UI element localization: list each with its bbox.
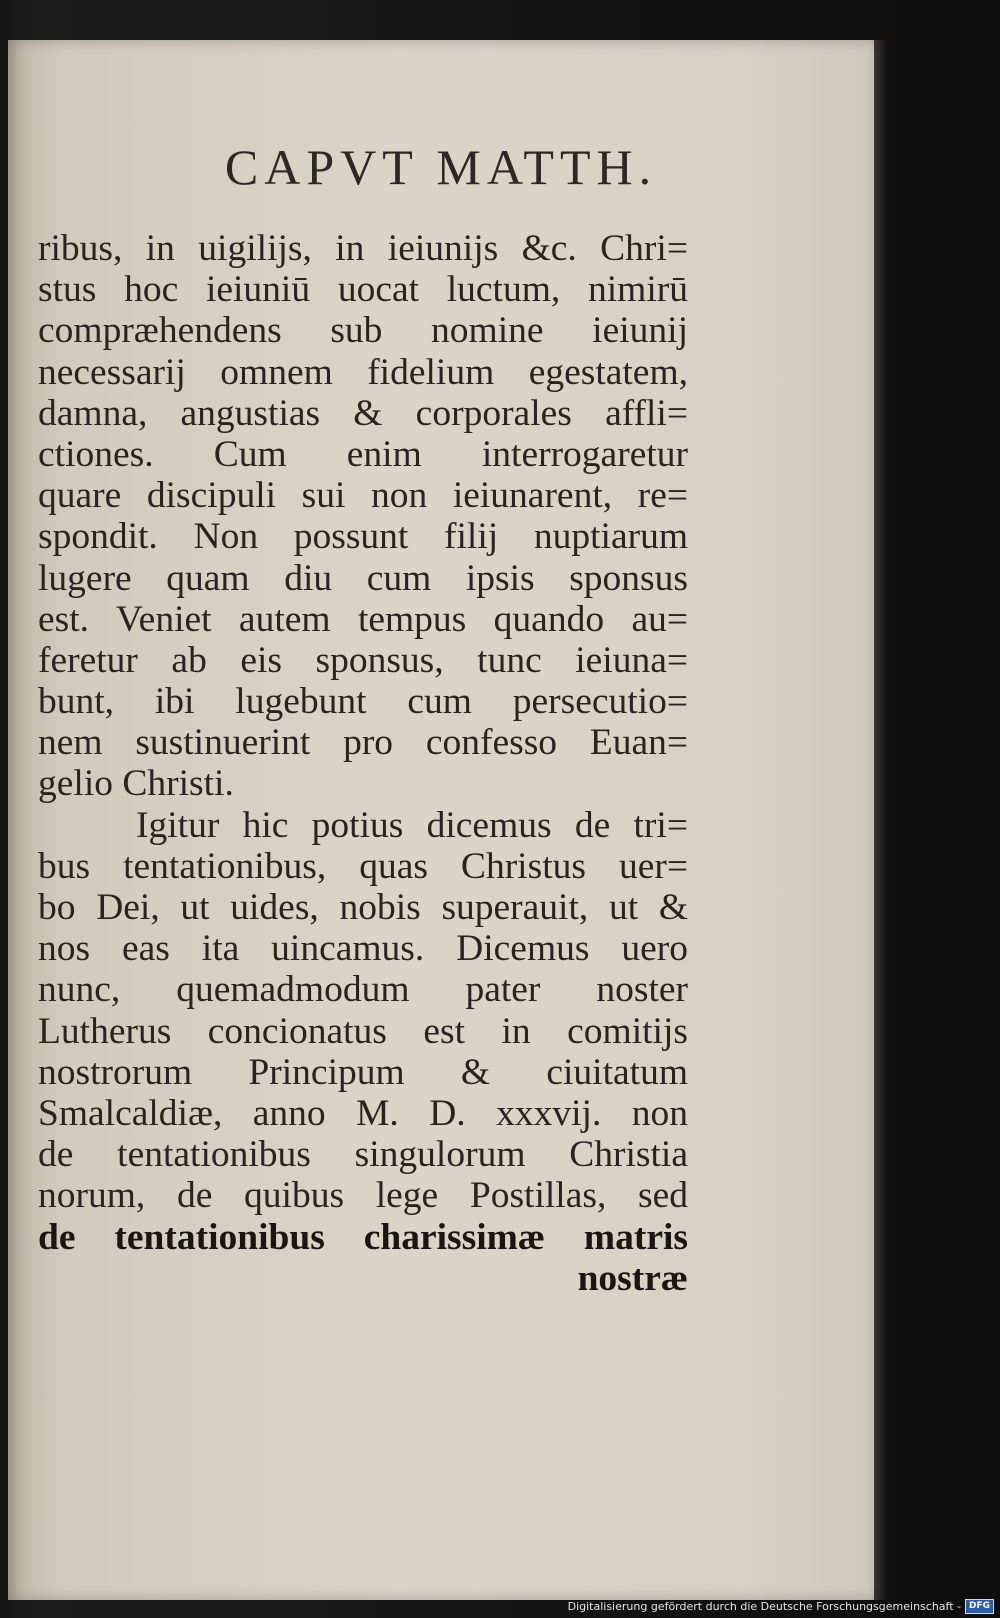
page-edge-shadow <box>874 40 888 1600</box>
text-line: ctiones. Cum enim interrogaretur <box>38 433 688 475</box>
text-line: norum, de quibus lege Postillas, sed <box>38 1175 688 1217</box>
text-line: spondit. Non possunt filij nuptiarum <box>38 516 688 558</box>
text-line: bunt, ibi lugebunt cum persecutio= <box>38 681 688 723</box>
text-line: nunc, quemadmodum pater noster <box>38 969 688 1011</box>
text-line: feretur ab eis sponsus, tunc ieiuna= <box>38 639 688 681</box>
paragraph-start-line: Igitur hic potius dicemus de tri= <box>136 804 688 846</box>
text-line: bus tentationibus, quas Christus uer= <box>38 845 688 887</box>
text-line: compræhendens sub nomine ieiunij <box>38 310 688 352</box>
credit-text: Digitalisierung gefördert durch die Deutsche Forschungsgemeinschaft - <box>567 1600 961 1613</box>
text-line: stus hoc ieiuniū uocat luctum, nimirū <box>38 269 688 311</box>
text-line: bo Dei, ut uides, nobis superauit, ut & <box>38 887 688 928</box>
text-line: nos eas ita uincamus. Dicemus uero <box>38 928 688 970</box>
text-line: Lutherus concionatus est in comitijs <box>38 1010 688 1052</box>
text-line: gelio Christi. <box>38 763 234 805</box>
dfg-logo: DFG <box>965 1599 994 1614</box>
text-line: necessarij omnem fidelium egestatem, <box>38 351 688 393</box>
text-line: nostrorum Principum & ciuitatum <box>38 1051 688 1093</box>
catchword: nostræ <box>577 1257 688 1299</box>
text-line: Smalcaldiæ, anno M. D. xxxvij. non <box>38 1092 688 1134</box>
body-text <box>38 228 688 1299</box>
book-page <box>8 40 874 1600</box>
text-line: damna, angustias & corporales affli= <box>38 392 688 434</box>
digitization-credit <box>568 1599 994 1614</box>
text-line: nem sustinuerint pro confesso Euan= <box>38 722 688 764</box>
text-line: quare discipuli sui non ieiunarent, re= <box>38 475 688 517</box>
text-line: est. Veniet autem tempus quando au= <box>38 598 688 640</box>
text-line: de tentationibus singulorum Christia <box>38 1134 688 1176</box>
text-line: lugere quam diu cum ipsis sponsus <box>38 557 688 599</box>
text-line: de tentationibus charissimæ matris <box>38 1216 688 1258</box>
running-head: CAPVT MATTH. <box>224 139 658 195</box>
text-line: ribus, in uigilijs, in ieiunijs &c. Chri= <box>38 228 688 269</box>
